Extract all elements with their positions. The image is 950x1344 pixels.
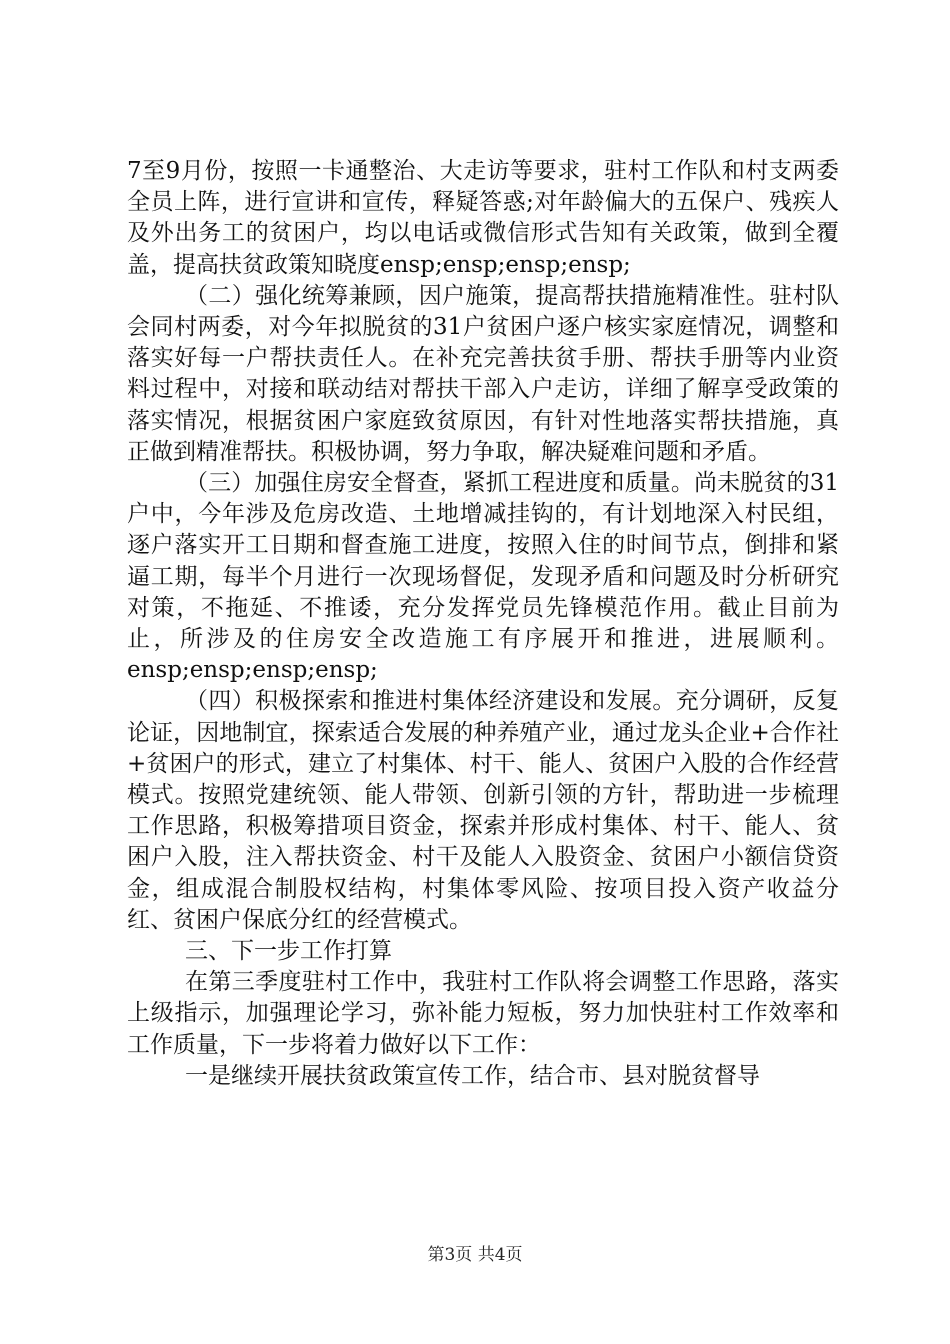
section-heading: 三、下一步工作打算 <box>185 938 392 965</box>
paragraph-2: （二）强化统筹兼顾，因户施策，提高帮扶措施精准性。驻村队会同村两委，对今年拟脱贫的31户贫困户逐户核实家庭情况，调整和落实好每一户帮扶责任人。在补充完善扶贫手册、帮扶手册等内业资料过程中，对接和联动结对帮扶干部入户走访，详细了解享受政策的落实情况，根据贫困户家庭致贫原因，有针对性地落实帮扶措施，真正做到精准帮扶。积极协调，努力争取，解决疑难问题和矛盾。 <box>127 282 839 465</box>
paragraph-3: （三）加强住房安全督查，紧抓工程进度和质量。尚未脱贫的31户中，今年涉及危房改造、土地增减挂钩的，有计划地深入村民组，逐户落实开工日期和督查施工进度，按照入住的时间节点，倒排和紧逼工期，每半个月进行一次现场督促，发现矛盾和问题及时分析研究对策，不拖延、不推诿，充分发挥党员先锋模范作用。截止目前为止，所涉及的住房安全改造施工有序展开和推进，进展顺利。ensp;ensp;ensp;ensp; <box>127 470 839 684</box>
paragraph-6: 一是继续开展扶贫政策宣传工作，结合市、县对脱贫督导 <box>185 1062 760 1089</box>
page-number-footer: 第3页 共4页 <box>427 1245 523 1265</box>
body-text <box>127 156 839 1092</box>
paragraph-1: 7至9月份，按照一卡通整治、大走访等要求，驻村工作队和村支两委全员上阵，进行宣讲和宣传，释疑答惑;对年龄偏大的五保户、残疾人及外出务工的贫困户，均以电话或微信形式告知有关政策，做到全覆盖，提高扶贫政策知晓度ensp;ensp;ensp;ensp; <box>127 158 839 278</box>
paragraph-5: 在第三季度驻村工作中，我驻村工作队将会调整工作思路，落实上级指示，加强理论学习，弥补能力短板，努力加快驻村工作效率和工作质量，下一步将着力做好以下工作： <box>127 969 839 1058</box>
paragraph-4: （四）积极探索和推进村集体经济建设和发展。充分调研，反复论证，因地制宜，探索适合发展的种养殖产业，通过龙头企业+合作社+贫困户的形式，建立了村集体、村干、能人、贫困户入股的合作经营模式。按照党建统领、能人带领、创新引领的方针，帮助进一步梳理工作思路，积极筹措项目资金，探索并形成村集体、村干、能人、贫困户入股，注入帮扶资金、村干及能人入股资金、贫困户小额信贷资金，组成混合制股权结构，村集体零风险、按项目投入资产收益分红、贫困户保底分红的经营模式。 <box>127 688 839 933</box>
